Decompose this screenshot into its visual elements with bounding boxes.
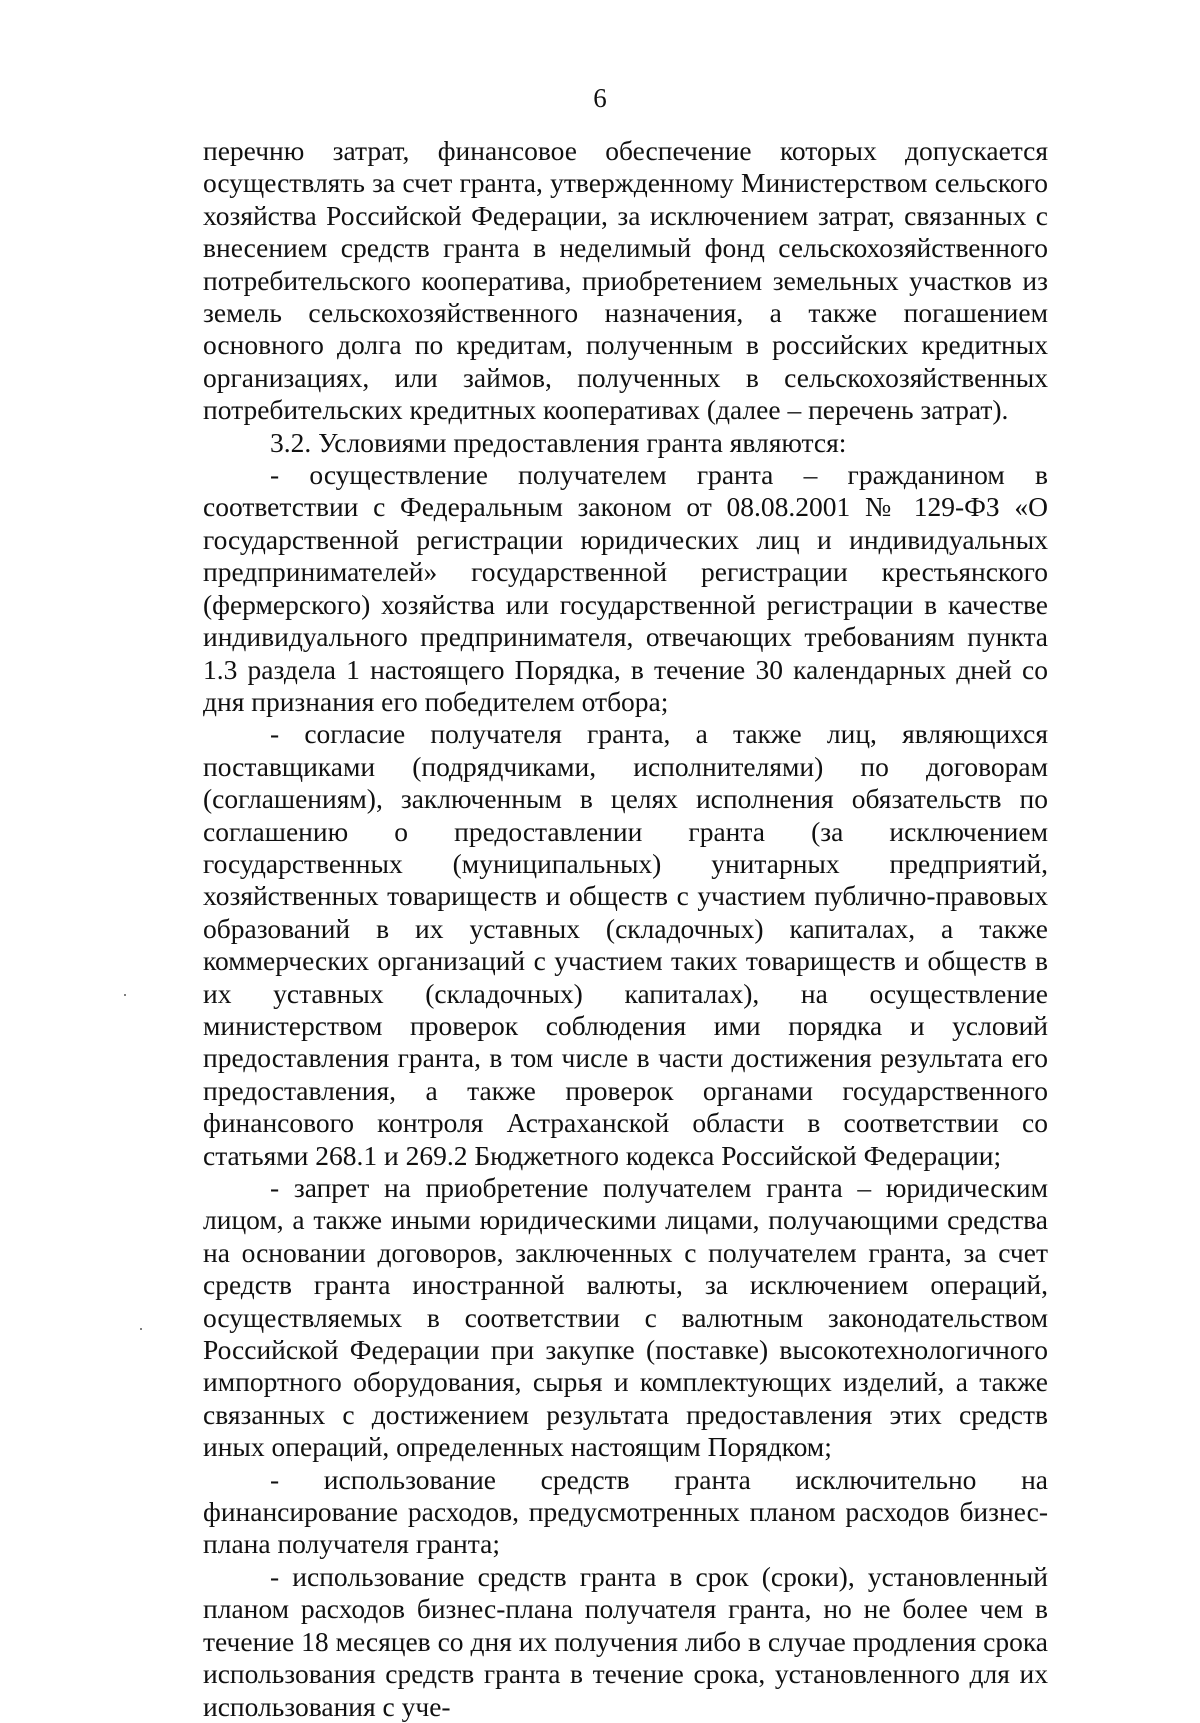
paragraph-use-term: - использование средств гранта в срок (сроки), установленный планом расходов бизнес-плана получателя гранта, но не более чем в течение 18 месяцев со дня их получения либо в случае продления срока использования средств гранта в течение срока, установленного для их использования с уче-	[203, 1560, 1048, 1722]
scan-speck	[140, 1328, 142, 1330]
paragraph-costs-list: перечню затрат, финансовое обеспечение которых допускается осуществлять за счет гранта, утвержденному Министерством сельского хозяйства Российской Федерации, за исключением затрат, связанных с внесением средств гранта в неделимый фонд сельскохозяйственного потребительского кооператива, приобретением земельных участков из земель сельскохозяйственного назначения, а также погашением основного долга по кредитам, полученным в российских кредитных организациях, или займов, полученных в сельскохозяйственных потребительских кредитных кооперативах (далее – перечень затрат).	[203, 135, 1048, 426]
paragraph-consent-inspections: - согласие получателя гранта, а также лиц, являющихся поставщиками (подрядчиками, исполнителями) по договорам (соглашениям), заключенным в целях исполнения обязательств по соглашению о предоставлении гранта (за исключением государственных (муниципальных) унитарных предприятий, хозяйственных товариществ и обществ с участием публично-правовых образований в их уставных (складочных) капиталах, а также коммерческих организаций с участием таких товариществ и обществ в их уставных (складочных) капиталах), на осуществление министерством проверок соблюдения ими порядка и условий предоставления гранта, в том числе в части достижения результата его предоставления, а также проверок органами государственного финансового контроля Астраханской области в соответствии со статьями 268.1 и 269.2 Бюджетного кодекса Российской Федерации;	[203, 718, 1048, 1171]
paragraph-currency-ban: - запрет на приобретение получателем гранта – юридическим лицом, а также иными юридическими лицами, получающими средства на основании договоров, заключенных с получателем гранта, за счет средств гранта иностранной валюты, за исключением операций, осуществляемых в соответствии с валютным законодательством Российской Федерации при закупке (поставке) высокотехнологичного импортного оборудования, сырья и комплектующих изделий, а также связанных с достижением результата предоставления этих средств иных операций, определенных настоящим Порядком;	[203, 1172, 1048, 1463]
scan-speck	[124, 994, 126, 996]
document-body	[203, 135, 1048, 1723]
paragraph-use-of-funds: - использование средств гранта исключительно на финансирование расходов, предусмотренных планом расходов бизнес-плана получателя гранта;	[203, 1463, 1048, 1560]
paragraph-state-registration: - осуществление получателем гранта – гражданином в соответствии с Федеральным законом от 08.08.2001 № 129-ФЗ «О государственной регистрации юридических лиц и индивидуальных предпринимателей» государственной регистрации крестьянского (фермерского) хозяйства или государственной регистрации в качестве индивидуального предпринимателя, отвечающих требованиям пункта 1.3 раздела 1 настоящего Порядка, в течение 30 календарных дней со дня признания его победителем отбора;	[203, 459, 1048, 717]
page-number: 6	[593, 83, 607, 113]
paragraph-section-3-2: 3.2. Условиями предоставления гранта являются:	[270, 426, 847, 458]
